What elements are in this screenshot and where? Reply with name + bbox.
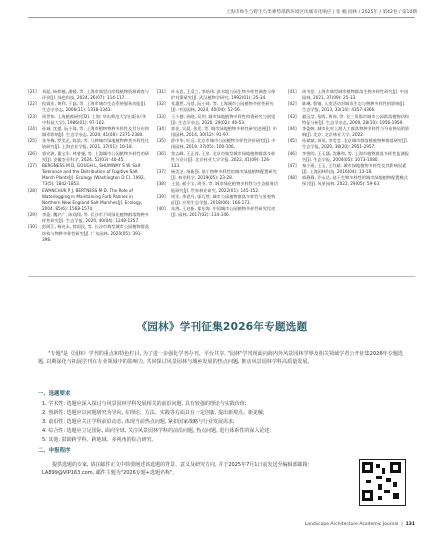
reference-number: [36]: [157, 150, 166, 156]
reference-number: [48]: [288, 175, 297, 181]
reference-number: [46]: [288, 150, 297, 156]
reference-number: [34]: [157, 125, 166, 131]
reference-text: 杨美芝, 汤新强. 基于物种多样性的城市绿地植物配置研究[J]. 林业科学, 2019(05): 23-28.: [171, 169, 277, 181]
reference-text: EWANCHUK P J, BERTNESS M D. The Role of Waterlogging in Maintaining Forb Pannes in Northern New England Salt Marshes[J]. Ecology, 2004, 85(6): 1568-1574.: [42, 187, 143, 211]
application-text: 提供选题的专家, 请在邮件正文中简要阐述该选题的背景、意义及研究方向, 并于2025年7月1日前发送至编辑部邮箱: LA899@VIP163.com, 邮件主题为"2026专题+选题名称"。: [42, 462, 310, 477]
reference-item: [28, 224, 150, 242]
reference-text: 周军, 李思丹, 邬巧然. 城市公园植物群落多样性与景观特征[J]. 应用生态学报, 2018(06): 166-173.: [171, 193, 276, 205]
requirement-item: 1. 学术性: 选题应深入探讨与风景园林学科发展相关的前沿问题, 具有较强的理论与实践价值;: [42, 401, 247, 407]
reference-number: [41]: [288, 89, 297, 94]
reference-number: [44]: [288, 125, 297, 131]
reference-item: [288, 101, 410, 113]
reference-item: [157, 101, 279, 113]
reference-number: [47]: [288, 162, 297, 168]
reference-number: [42]: [288, 101, 297, 107]
reference-item: [28, 126, 150, 138]
reference-text: 荣志峰, 王正涛, 王泉. 北京市典型城市绿地植物群落多样性与设计[J]. 北京林业大学学报, 2022, 41(09): 126-133.: [171, 150, 276, 168]
requirement-item: 3. 前沿性: 选题应关注学科前沿动态, 体现当前热点问题, 紧扣国家战略与行业发展需求;: [42, 419, 235, 426]
header-rule: [28, 17, 415, 18]
section-divider: [28, 276, 415, 277]
reference-item: [157, 169, 279, 181]
reference-text: 张冬梅, 罗美艺, 陈浪, 等. 几种城市绿地植物种类多样性比较研究[J]. 上海农业学报, 2021, 37(01): 10-18.: [42, 138, 149, 150]
reference-text: 郭宏波, 董宝军, 林斐斐, 等. 上海城市公园植物多样性的研究[J]. 安徽农业科学, 2024, 52(03): 40-45.: [42, 150, 149, 162]
reference-item: [157, 151, 279, 169]
notice-intro: "专题"是《园林》学刊的重点和特色栏目, 为了进一步强化学刊办刊、平台共享, "园林"学刊现面向海内外风景园林学界及相关领域学者公开征集2026年专题选题, 以期深化与拓展学刊在专业领域中的影响力, 共同探讨风景园林与城乡发展的热点问题, 推动风景园林学科高质量发展。: [38, 351, 404, 365]
reference-text: 叶永忠, 王适之, 李培伟. 滨水地公园生物多样性调查与保护对策研究[J]. 武汉植物学研究, 1992(01): 25-34.: [171, 89, 276, 101]
reference-text: 张惠然, 冯延, 阮小琦, 等. 上海城市公园植物多样性研究[J]. 中国园林, 2024, 40(04): 52-56.: [171, 101, 274, 113]
reference-number: [43]: [288, 113, 297, 119]
qr-code-icon: [359, 459, 406, 506]
reference-item: [288, 138, 410, 150]
reference-text: 陈琳, 鲁钿. 人类活动对城市生态与物种多样性的影响[J]. 生态学报, 2013, 33(14): 4357-4366.: [302, 101, 406, 113]
reference-item: [28, 114, 150, 126]
reference-item: [28, 188, 150, 213]
reference-item: [28, 151, 150, 163]
reference-item: [157, 138, 279, 150]
reference-item: [28, 101, 150, 113]
reference-item: [157, 206, 279, 218]
reference-text: 王小德, 孙晓, 吴剑. 城市绿地植物多样性构建研究与展望[J]. 生态学杂志, 2020, 29(02): 46-53.: [171, 113, 276, 125]
reference-number: [30]: [28, 224, 37, 230]
page-number: 131: [405, 522, 415, 527]
reference-number: [35]: [157, 138, 166, 144]
reference-item: [157, 181, 279, 193]
reference-number: [37]: [157, 169, 166, 175]
reference-text: 李姿婉. 城市化对上海人工群落物种多样性与分布格局的影响[J]. 北京: 北京林业大学, 2022.: [302, 125, 410, 138]
reference-item: [157, 89, 279, 101]
reference-number: [22]: [28, 101, 37, 107]
reference-number: [29]: [28, 212, 37, 218]
references-section: [28, 89, 416, 261]
requirement-item: 4. 综合性: 选题应立足国际, 面向全球, 关注风景园林学科的前沿问题, 热点问题, 进行体系性的深入论述;: [42, 428, 272, 435]
reference-number: [24]: [28, 125, 37, 131]
reference-number: [39]: [157, 193, 166, 199]
reference-number: [33]: [157, 113, 166, 119]
reference-item: [288, 126, 410, 138]
reference-item: [157, 114, 279, 126]
reference-number: [31]: [157, 89, 166, 94]
reference-number: [23]: [28, 113, 37, 119]
requirement-item: 2. 创新性: 选题应以问题研究为导向, 在理论、方法、实践等方面具有一定创新, 提出新观点、新见解;: [42, 410, 265, 417]
reference-item: [288, 151, 410, 163]
notice-title: 《园林》学刊征集2026年专题选题: [136, 321, 308, 333]
reference-text: 王贤, 郝小宝, 周亚, 等. 城市绿化植物多样性与生态服务功能研究[J]. 世界林业研究, 2022(01): 145-152.: [171, 181, 278, 193]
reference-text: 郭佳, 吴晨, 张希, 等. 城市绿地植物多样性研究进展[J]. 中国园林, 2014, 30(12): 91-97.: [171, 125, 277, 138]
reference-text: 郭静静, 乔永达. 基于生物多样性的城市绿地植物配置模式探讨[J]. 风景园林, 2022, 29(05): 59-63.: [302, 175, 408, 187]
reference-number: [32]: [157, 101, 166, 107]
references-column-2: [157, 89, 279, 218]
reference-item: [288, 163, 410, 175]
reference-item: [288, 89, 410, 101]
reference-text: 秦小燕, 王玉, 王红斌. 城市绿地植物多样性及其影响因素[J]. 上海园林科技, 2016(04): 13-18.: [302, 162, 407, 175]
reference-number: [25]: [28, 138, 37, 144]
reference-item: [28, 89, 150, 101]
reference-text: 朱海, 王启新, 郑东海. 中国城市公园植物多样性研究综述[J]. 园林, 2017(02): 134-146.: [171, 205, 276, 218]
running-header: 上海市师生与野生鸟类乘势部新环境区风城市化响应 | 张 楠 园林 / 2025年 / 第42卷 / 第10期: [225, 10, 417, 15]
reference-number: [38]: [157, 181, 166, 187]
reference-text: 刘起, 杨梓楠, 潘媛, 等. 上海市典型沿岸线植物资源调查与评价[J]. 绿色科技, 2024, 26(07): 114-117.: [42, 89, 149, 101]
reference-text: 李悦明, 王玉涵, 沈琳和, 等. 上海市植物群落多样性监测报告[J]. 生态学报, 2004(05): 1073-1080.: [302, 150, 409, 162]
reference-item: [288, 175, 410, 187]
reference-text: 周书佳. 上海市典型城市植物群落生物多样性研究[J]. 中国园林, 2021, 37(09): 25-33.: [302, 89, 409, 101]
reference-text: 侯霖宏, 黄利, 于磊, 等. 上海市城市生态系统服务功能[J]. 生态学杂志, 2006(11): 1338-1343.: [42, 101, 147, 113]
reference-number: [21]: [28, 89, 37, 94]
journal-name: Landscape Architecture Academic Journal: [304, 522, 399, 527]
reference-number: [27]: [28, 162, 37, 168]
requirement-item: 5. 其他: 鼓励跨学科、跨地域、多视角的综合研究。: [42, 437, 157, 444]
reference-item: [157, 194, 279, 206]
reference-text: BERGNESS M D, GOUGH L, SHUMWAY S W. Salt Tolerance and the Distribution of Fugitive Salt Marsh Plants[J]. Ecology (Washington D C), 1992, 73(5): 1842-1853.: [42, 162, 146, 187]
reference-item: [28, 212, 150, 224]
reference-number: [28]: [28, 187, 37, 193]
reference-item: [157, 126, 279, 138]
references-column-1: [28, 89, 150, 243]
section-application-title: 二、申报程序: [38, 448, 71, 454]
reference-text: 薛中华, 叶远. 北京市城市公园植物多样性评价研究[J]. 中国园林, 2019, 37(05): 100-106.: [171, 138, 276, 150]
reference-text: 周世伟. 上海植被研究[D]. 上海: 华东师范大学出版社(华中科技大学), 1986(01): 97-102.: [42, 113, 147, 125]
reference-item: [288, 114, 410, 126]
reference-number: [40]: [157, 205, 166, 211]
reference-text: 彭阿江, 杨亮永, 徐国民, 等. 长沙市典型城市公园植物群落结构与物种多样性研究[J]. 广东园林, 2020(05): 391-398.: [42, 224, 149, 242]
reference-number: [45]: [288, 138, 297, 144]
requirements-list: [42, 400, 408, 445]
reference-text: 翁远莹, 张晖, 黄伟, 等. 长三角都市城市公园群落植物结构特征分析[J]. 生态学杂志, 2009, 28(10): 1956-1959.: [302, 113, 409, 125]
page-header: [0, 0, 427, 40]
reference-text: 李姿, 魏沪广, 陈翊翔, 等. 长沙市不同绿化植物群落物种多样性研究[J]. 生态学报, 2020, 40(04): 1248-1257.: [42, 212, 149, 224]
page-footer: Landscape Architecture Academic Journal | 131: [304, 522, 415, 527]
call-for-topics-notice: [28, 283, 416, 535]
reference-number: [26]: [28, 150, 37, 156]
section-requirements-title: 一、选题要求: [38, 391, 71, 397]
reference-text: 孙斌斌, 周英, 李莹莹. 北京城市群落植被物种群落研究[J]. 生态学报, 2020, 38(20): 2951-2957.: [302, 138, 408, 150]
references-column-3: [288, 89, 410, 188]
reference-item: [28, 138, 150, 150]
reference-text: 孙诚, 沈援, 阮小琦, 等. 上海市植物物种多样性及其分布和城市影响[J]. 生态学杂志, 2020, 41(08): 2371-2380.: [42, 125, 149, 138]
reference-item: [28, 163, 150, 188]
